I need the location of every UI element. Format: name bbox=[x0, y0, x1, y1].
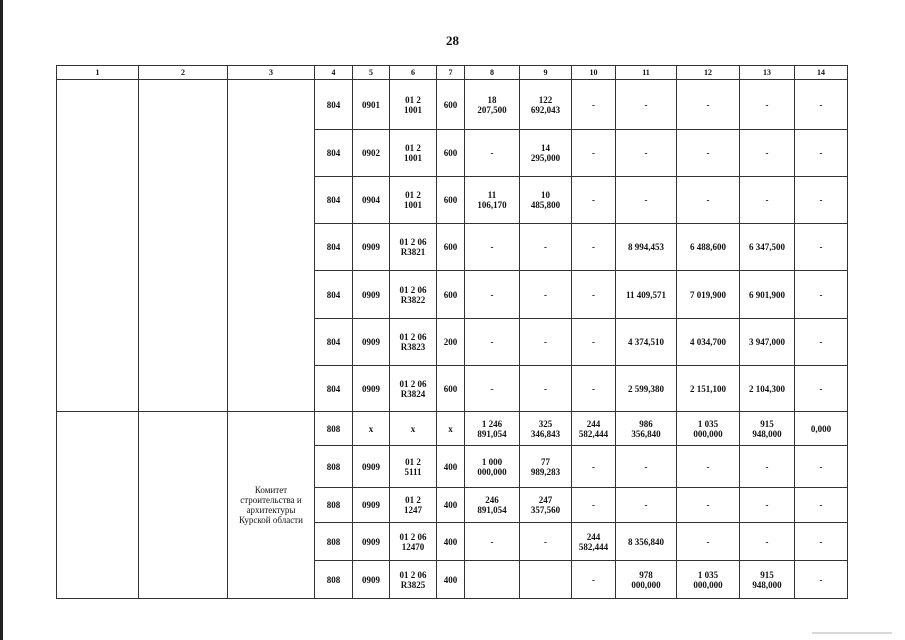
table-cell: 808 bbox=[315, 488, 353, 523]
table-cell: 200 bbox=[437, 319, 465, 366]
table-cell: 0909 bbox=[353, 319, 390, 366]
table-cell: 1 035 000,000 bbox=[677, 412, 740, 446]
blank-merged-cell bbox=[57, 80, 139, 412]
table-cell: - bbox=[465, 224, 520, 271]
budget-table bbox=[56, 65, 848, 599]
table-cell: - bbox=[795, 523, 848, 561]
table-cell: 600 bbox=[437, 130, 465, 177]
table-cell: 246 891,054 bbox=[465, 488, 520, 523]
table-cell: x bbox=[390, 412, 437, 446]
table-cell: 978 000,000 bbox=[616, 561, 677, 599]
table-cell: - bbox=[572, 224, 616, 271]
table-cell: - bbox=[795, 130, 848, 177]
table-cell: 0909 bbox=[353, 488, 390, 523]
table-cell: 122 692,043 bbox=[520, 80, 572, 130]
header-cell: 6 bbox=[390, 66, 437, 80]
blank-merged-cell bbox=[228, 80, 315, 412]
header-cell: 1 bbox=[57, 66, 139, 80]
table-cell: - bbox=[616, 446, 677, 488]
table-cell: 400 bbox=[437, 488, 465, 523]
table-cell: 0909 bbox=[353, 366, 390, 412]
table-cell: 804 bbox=[315, 80, 353, 130]
table-cell: 7 019,900 bbox=[677, 271, 740, 319]
table-cell: 0909 bbox=[353, 271, 390, 319]
table-cell: 804 bbox=[315, 319, 353, 366]
header-cell: 10 bbox=[572, 66, 616, 80]
header-cell: 9 bbox=[520, 66, 572, 80]
table-cell: 01 2 1001 bbox=[390, 130, 437, 177]
table-row bbox=[57, 412, 848, 446]
table-cell: - bbox=[572, 177, 616, 224]
page-number: 28 bbox=[446, 33, 459, 48]
header-row bbox=[57, 66, 848, 80]
table-cell: - bbox=[677, 177, 740, 224]
header-cell: 13 bbox=[740, 66, 795, 80]
table-cell: - bbox=[572, 319, 616, 366]
table-cell: 01 2 06 R3823 bbox=[390, 319, 437, 366]
table-cell: - bbox=[677, 80, 740, 130]
table-cell: - bbox=[740, 130, 795, 177]
table-cell: - bbox=[740, 488, 795, 523]
header-cell: 2 bbox=[139, 66, 228, 80]
table-cell: 804 bbox=[315, 366, 353, 412]
header-cell: 5 bbox=[353, 66, 390, 80]
table-cell: - bbox=[795, 177, 848, 224]
table-cell: 808 bbox=[315, 412, 353, 446]
header-cell: 14 bbox=[795, 66, 848, 80]
table-cell: 600 bbox=[437, 80, 465, 130]
table-cell bbox=[465, 561, 520, 599]
table-cell: - bbox=[616, 80, 677, 130]
table-cell: - bbox=[740, 523, 795, 561]
table-cell: 01 2 1001 bbox=[390, 177, 437, 224]
table-cell: - bbox=[795, 224, 848, 271]
table-cell: 0909 bbox=[353, 224, 390, 271]
table-cell: 804 bbox=[315, 271, 353, 319]
scan-artifact bbox=[812, 632, 892, 634]
table-cell: 400 bbox=[437, 446, 465, 488]
table-cell: 18 207,500 bbox=[465, 80, 520, 130]
table-cell: - bbox=[572, 488, 616, 523]
table-cell: 808 bbox=[315, 523, 353, 561]
table-cell: 600 bbox=[437, 177, 465, 224]
table-cell: 2 104,300 bbox=[740, 366, 795, 412]
table-cell: - bbox=[520, 319, 572, 366]
header-cell: 3 bbox=[228, 66, 315, 80]
table-cell: 0909 bbox=[353, 561, 390, 599]
table-cell: 804 bbox=[315, 130, 353, 177]
table-cell: - bbox=[677, 523, 740, 561]
table-cell: - bbox=[572, 366, 616, 412]
table-cell: 11 409,571 bbox=[616, 271, 677, 319]
table-cell: 244 582,444 bbox=[572, 412, 616, 446]
table-cell: - bbox=[616, 488, 677, 523]
header-cell: 8 bbox=[465, 66, 520, 80]
table-cell: - bbox=[795, 488, 848, 523]
table-cell: 0909 bbox=[353, 523, 390, 561]
table-cell: - bbox=[740, 446, 795, 488]
table-cell: - bbox=[795, 319, 848, 366]
table-cell: 01 2 06 R3821 bbox=[390, 224, 437, 271]
table-cell: 808 bbox=[315, 561, 353, 599]
table-cell: x bbox=[353, 412, 390, 446]
table-cell: 600 bbox=[437, 271, 465, 319]
table-cell: 244 582,444 bbox=[572, 523, 616, 561]
table-cell: - bbox=[465, 523, 520, 561]
table-cell: 1 000 000,000 bbox=[465, 446, 520, 488]
table-cell: 14 295,000 bbox=[520, 130, 572, 177]
table-cell: 400 bbox=[437, 561, 465, 599]
table-cell: 01 2 06 R3824 bbox=[390, 366, 437, 412]
table-cell: - bbox=[572, 80, 616, 130]
table-cell: 400 bbox=[437, 523, 465, 561]
table-cell: - bbox=[572, 271, 616, 319]
table-cell: - bbox=[616, 130, 677, 177]
scan-edge bbox=[0, 0, 3, 640]
header-cell: 12 bbox=[677, 66, 740, 80]
table-cell: 6 488,600 bbox=[677, 224, 740, 271]
table-cell: - bbox=[465, 366, 520, 412]
table-cell: 11 106,170 bbox=[465, 177, 520, 224]
table-cell: 01 2 06 R3822 bbox=[390, 271, 437, 319]
table-cell: 0,000 bbox=[795, 412, 848, 446]
table-cell: - bbox=[677, 488, 740, 523]
table-cell: - bbox=[740, 80, 795, 130]
table-cell: - bbox=[616, 177, 677, 224]
table-cell: 8 994,453 bbox=[616, 224, 677, 271]
blank-merged-cell bbox=[139, 80, 228, 412]
table-cell: 0909 bbox=[353, 446, 390, 488]
table-cell: - bbox=[795, 446, 848, 488]
table-cell: - bbox=[520, 224, 572, 271]
header-cell: 11 bbox=[616, 66, 677, 80]
table-cell: 01 2 1247 bbox=[390, 488, 437, 523]
table-cell: 986 356,840 bbox=[616, 412, 677, 446]
table-cell: 804 bbox=[315, 177, 353, 224]
table-cell: - bbox=[795, 271, 848, 319]
blank-merged-cell bbox=[57, 412, 139, 599]
table-cell: 247 357,560 bbox=[520, 488, 572, 523]
table-cell: 808 bbox=[315, 446, 353, 488]
table-cell: 915 948,000 bbox=[740, 561, 795, 599]
table-cell: 0901 bbox=[353, 80, 390, 130]
table-cell: 325 346,843 bbox=[520, 412, 572, 446]
table-cell: 01 2 06 12470 bbox=[390, 523, 437, 561]
table-cell: - bbox=[795, 80, 848, 130]
table-cell: - bbox=[740, 177, 795, 224]
table-cell: - bbox=[520, 271, 572, 319]
table-cell: 600 bbox=[437, 224, 465, 271]
table-cell: - bbox=[677, 130, 740, 177]
table-cell: 4 034,700 bbox=[677, 319, 740, 366]
table-cell: 6 347,500 bbox=[740, 224, 795, 271]
table-cell: 2 599,380 bbox=[616, 366, 677, 412]
table-cell: - bbox=[465, 130, 520, 177]
header-cell: 7 bbox=[437, 66, 465, 80]
blank-merged-cell bbox=[139, 412, 228, 599]
table-cell: 77 989,283 bbox=[520, 446, 572, 488]
table-cell: 600 bbox=[437, 366, 465, 412]
table-cell: 0902 bbox=[353, 130, 390, 177]
table-cell: 8 356,840 bbox=[616, 523, 677, 561]
table-cell: 10 485,800 bbox=[520, 177, 572, 224]
table-cell: 2 151,100 bbox=[677, 366, 740, 412]
table-cell: 4 374,510 bbox=[616, 319, 677, 366]
table-cell: 1 246 891,054 bbox=[465, 412, 520, 446]
table-cell: - bbox=[572, 561, 616, 599]
table-cell: - bbox=[572, 446, 616, 488]
table-cell: 804 bbox=[315, 224, 353, 271]
table-cell: - bbox=[520, 366, 572, 412]
table-cell: 3 947,000 bbox=[740, 319, 795, 366]
table-cell: 01 2 5111 bbox=[390, 446, 437, 488]
table-cell: x bbox=[437, 412, 465, 446]
table-cell: 915 948,000 bbox=[740, 412, 795, 446]
table-cell: 01 2 1001 bbox=[390, 80, 437, 130]
organization-name: Комитет строительства и архитектуры Курской области bbox=[228, 412, 315, 599]
table-cell: - bbox=[677, 446, 740, 488]
table-cell: 6 901,900 bbox=[740, 271, 795, 319]
table-cell: - bbox=[520, 523, 572, 561]
table-cell: - bbox=[795, 366, 848, 412]
table-cell: - bbox=[465, 271, 520, 319]
header-cell: 4 bbox=[315, 66, 353, 80]
table-cell: - bbox=[572, 130, 616, 177]
table-cell: - bbox=[465, 319, 520, 366]
table-cell: 0904 bbox=[353, 177, 390, 224]
table-cell: - bbox=[795, 561, 848, 599]
table-row bbox=[57, 80, 848, 130]
table-cell bbox=[520, 561, 572, 599]
table-cell: 1 035 000,000 bbox=[677, 561, 740, 599]
table-cell: 01 2 06 R3825 bbox=[390, 561, 437, 599]
